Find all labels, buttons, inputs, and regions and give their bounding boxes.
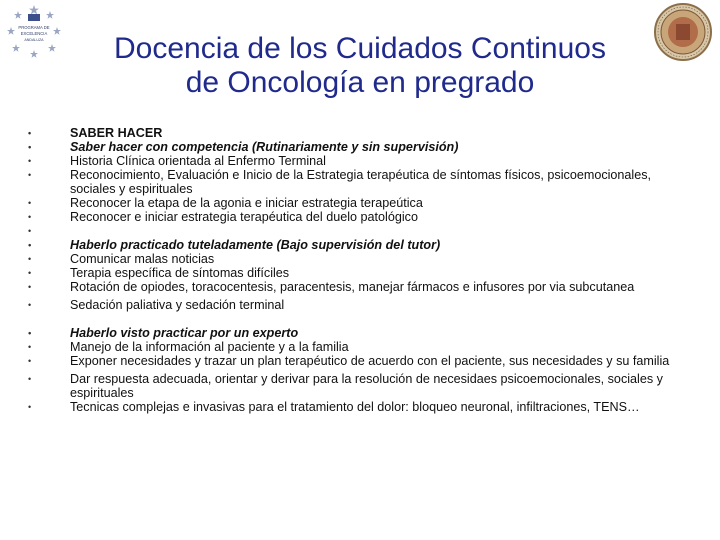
logo-left-line-2: EXCELENCIA bbox=[20, 31, 48, 36]
list-item: • Terapia específica de síntomas difíciles bbox=[28, 266, 688, 280]
competency-list bbox=[28, 126, 688, 414]
title-line-2: de Oncología en pregrado bbox=[185, 66, 535, 99]
list-item: • Reconocer la etapa de la agonia e iniciar estrategia terapeútica bbox=[28, 196, 688, 210]
list-item: • Haberlo practicado tuteladamente (Bajo supervisión del tutor) bbox=[28, 238, 688, 252]
list-item: • Reconocimiento, Evaluación e Inicio de la Estrategia terapéutica de síntomas físicos, psicoemocionales, sociales y espirituales bbox=[28, 168, 688, 196]
list-item: • Exponer necesidades y trazar un plan terapéutico de acuerdo con el paciente, sus necesidades y su familia bbox=[28, 354, 688, 368]
list-item: • Dar respuesta adecuada, orientar y derivar para la resolución de necesidaes psicoemocionales, sociales y espirituales bbox=[28, 372, 688, 400]
logo-left-line-1: PROGRAMA DE bbox=[18, 25, 50, 30]
list-item: • Haberlo visto practicar por un experto bbox=[28, 326, 688, 340]
logo-left-line-3: ANDALUZA bbox=[24, 38, 44, 42]
list-item: • Historia Clínica orientada al Enfermo Terminal bbox=[28, 154, 688, 168]
list-item: • Manejo de la información al paciente y a la familia bbox=[28, 340, 688, 354]
list-item: • Reconocer e iniciar estrategia terapéutica del duelo patológico bbox=[28, 210, 688, 224]
list-item: • Saber hacer con competencia (Rutinariamente y sin supervisión) bbox=[28, 140, 688, 154]
list-item-empty bbox=[28, 224, 688, 238]
page-title bbox=[60, 32, 660, 100]
title-line-1: Docencia de los Cuidados Continuos bbox=[114, 32, 606, 65]
university-seal-logo bbox=[652, 2, 714, 62]
list-item: • Comunicar malas noticias bbox=[28, 252, 688, 266]
list-item: • SABER HACER bbox=[28, 126, 688, 140]
list-item: • Tecnicas complejas e invasivas para el tratamiento del dolor: bloqueo neuronal, infiltraciones, TENS… bbox=[28, 400, 688, 414]
list-item: • Rotación de opiodes, toracocentesis, paracentesis, manejar fármacos e infusores por via subcutanea bbox=[28, 280, 688, 294]
list-item: • Sedación paliativa y sedación terminal bbox=[28, 298, 688, 312]
excellence-program-logo bbox=[4, 2, 64, 62]
